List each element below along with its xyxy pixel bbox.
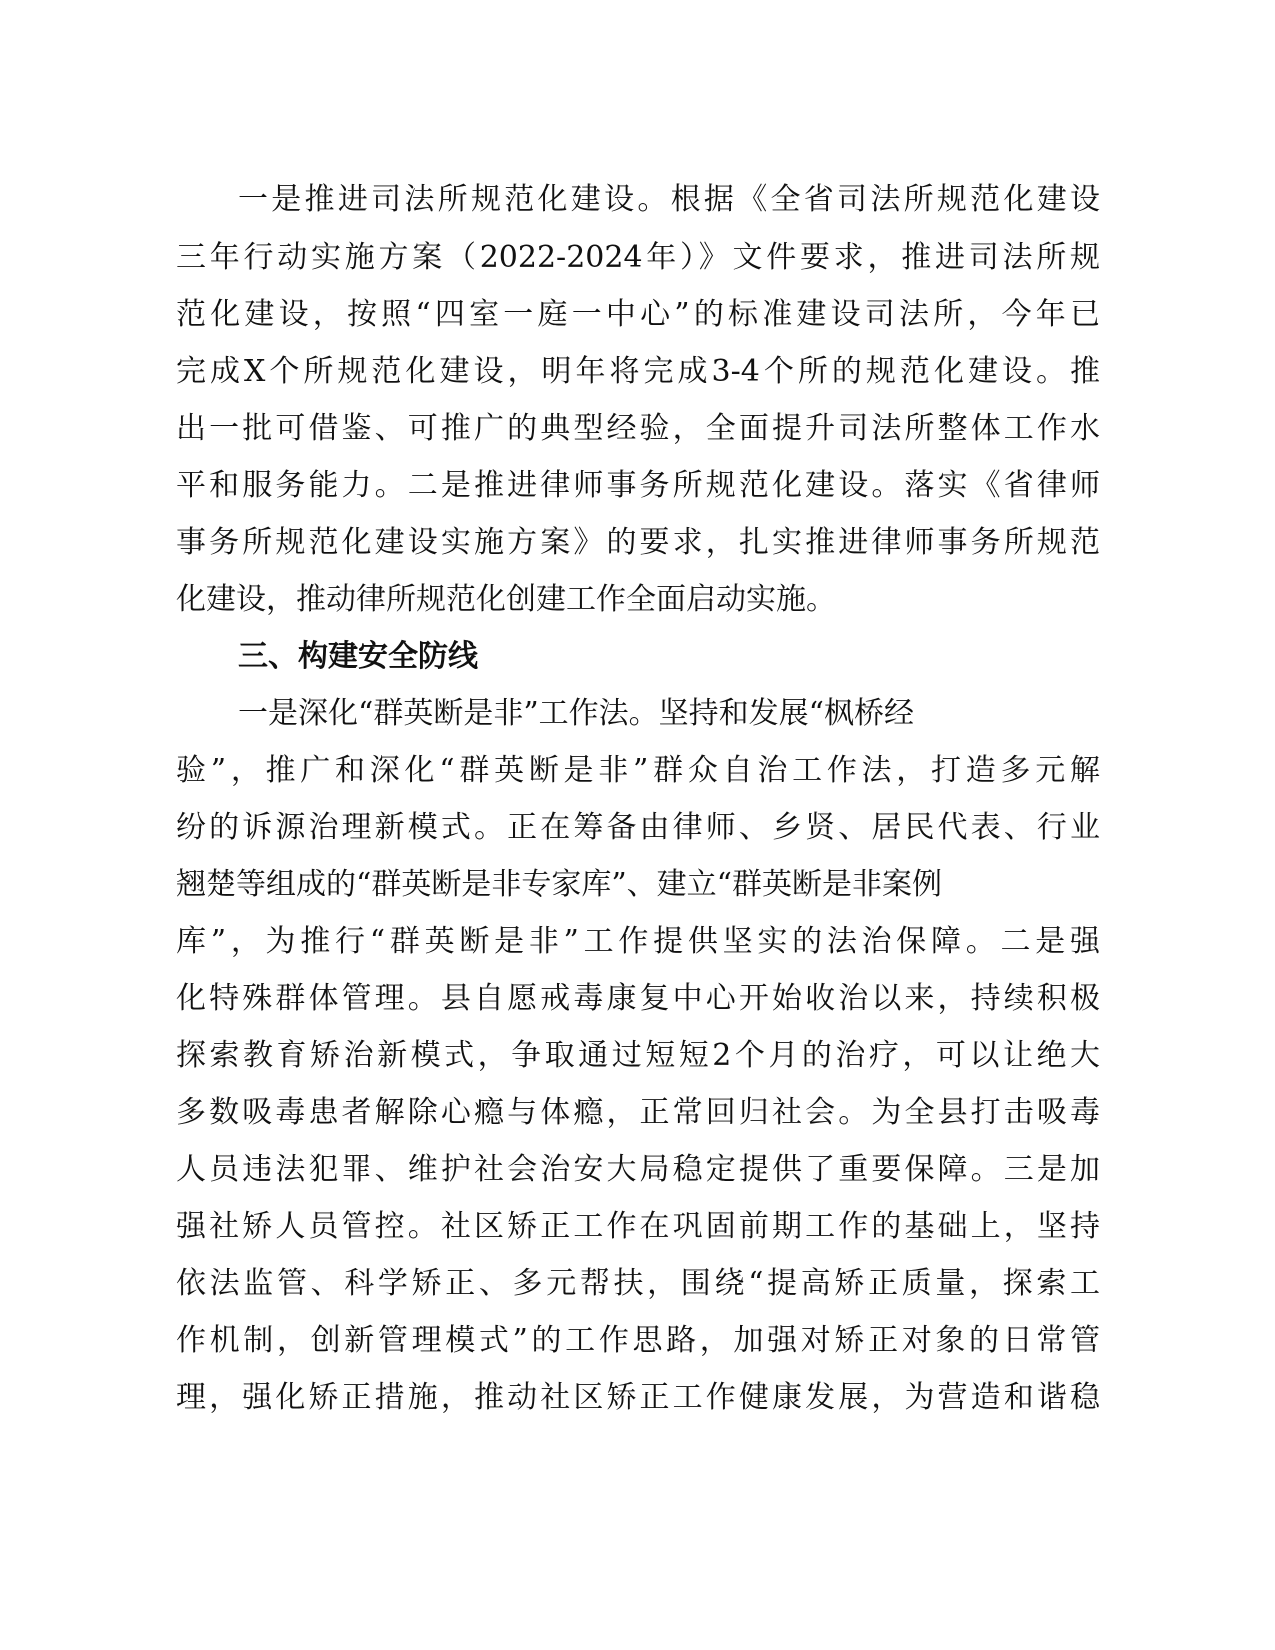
paragraph-1-line-4: 完成X个所规范化建设，明年将完成3-4个所的规范化建设。推 — [176, 354, 1100, 389]
paragraph-2-line-10: 强社矫人员管控。社区矫正工作在巩固前期工作的基础上，坚持 — [176, 1209, 1100, 1244]
paragraph-1-line-3: 范化建设，按照“四室一庭一中心”的标准建设司法所，今年已 — [176, 297, 1100, 332]
paragraph-2-line-5: 库”，为推行“群英断是非”工作提供坚实的法治保障。二是强 — [176, 924, 1100, 959]
paragraph-2-line-12: 作机制，创新管理模式”的工作思路，加强对矫正对象的日常管 — [176, 1323, 1100, 1358]
paragraph-2-line-1: 一是深化“群英断是非”工作法。坚持和发展“枫桥经 — [238, 696, 915, 731]
paragraph-1-line-2: 三年行动实施方案（2022-2024年）》文件要求，推进司法所规 — [176, 240, 1100, 275]
paragraph-1-line-6: 平和服务能力。二是推进律师事务所规范化建设。落实《省律师 — [176, 468, 1100, 503]
paragraph-2-line-3: 纷的诉源治理新模式。正在筹备由律师、乡贤、居民代表、行业 — [176, 810, 1100, 845]
paragraph-2-line-11: 依法监管、科学矫正、多元帮扶，围绕“提高矫正质量，探索工 — [176, 1266, 1100, 1301]
paragraph-1-line-1: 一是推进司法所规范化建设。根据《全省司法所规范化建设 — [238, 182, 1100, 217]
paragraph-2-line-6: 化特殊群体管理。县自愿戒毒康复中心开始收治以来，持续积极 — [176, 981, 1100, 1016]
paragraph-1-line-5: 出一批可借鉴、可推广的典型经验，全面提升司法所整体工作水 — [176, 411, 1100, 446]
paragraph-2-line-13: 理，强化矫正措施，推动社区矫正工作健康发展，为营造和谐稳 — [176, 1380, 1100, 1415]
paragraph-2-line-4: 翘楚等组成的“群英断是非专家库”、建立“群英断是非案例 — [176, 867, 943, 902]
paragraph-2-line-8: 多数吸毒患者解除心瘾与体瘾，正常回归社会。为全县打击吸毒 — [176, 1095, 1100, 1130]
paragraph-1-line-8: 化建设，推动律所规范化创建工作全面启动实施。 — [176, 582, 836, 617]
paragraph-1-line-7: 事务所规范化建设实施方案》的要求，扎实推进律师事务所规范 — [176, 525, 1100, 560]
section-heading: 三、构建安全防线 — [238, 639, 478, 674]
paragraph-2-line-2: 验”，推广和深化“群英断是非”群众自治工作法，打造多元解 — [176, 753, 1100, 788]
paragraph-2-line-9: 人员违法犯罪、维护社会治安大局稳定提供了重要保障。三是加 — [176, 1152, 1100, 1187]
paragraph-2-line-7: 探索教育矫治新模式，争取通过短短2个月的治疗，可以让绝大 — [176, 1038, 1100, 1073]
